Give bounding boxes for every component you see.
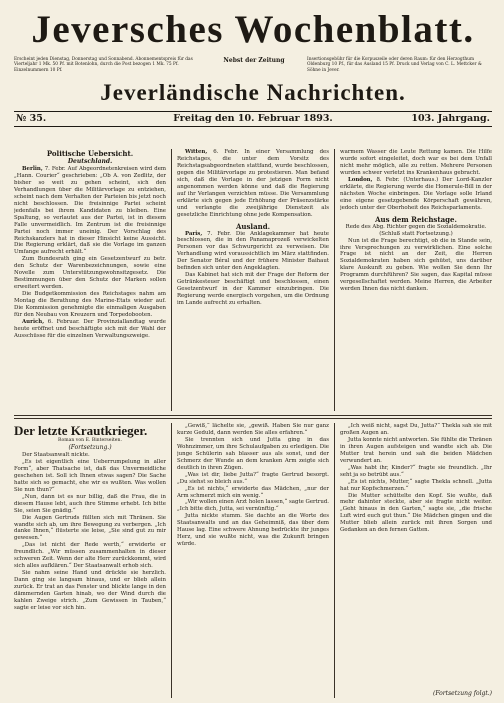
article-paragraph: Zum Bundesrath ging ein Gesetzentwurf zu betr. den Schutz der Warenbezeichnungen, sowie eine Novelle zum Unterstützungswohnsitzgesetz. Die Bestimmungen über den Schutz der Marken sollen erweitert werden. bbox=[14, 256, 166, 291]
section-heading: Aus dem Reichstage. bbox=[375, 214, 457, 224]
story-column-2 bbox=[177, 423, 329, 698]
section-heading: Politische Uebersicht. bbox=[46, 149, 134, 158]
news-columns bbox=[14, 149, 492, 411]
column-rule bbox=[334, 423, 335, 698]
subtitle: Jeverländische Nachrichten. bbox=[100, 80, 406, 105]
feuilleton-section bbox=[14, 423, 492, 698]
story-paragraph: „Gewiß,“ lächelte sie, „gewiß. Haben Sie nur ganz kurze Geduld, dann werden Sie alles erfahren.“ bbox=[177, 423, 329, 436]
issue-date: Freitag den 10. Februar 1893. bbox=[173, 113, 333, 124]
story-title: Der letzte Krautkrieger. bbox=[14, 423, 148, 438]
article-paragraph: Paris, 7. Febr. Die Anklagekammer hat heute beschlossen, die in den Panamaprozeß verwickelten Personen vor das Schwurgericht zu verweisen. Die Verhandlung wird voraussichtlich im März stattfinden. Der Senator Béral und der frühere Minister Baihaut befinden sich unter den Angeklagten. bbox=[177, 230, 329, 272]
article-paragraph: Die Budgetkommission des Reichstages nahm am Montag die Berathung des Marine-Etats wieder auf. Die Kommission genehmigte die einmaligen Ausgaben für den Neubau von Kreuzern und Torpedobooten. bbox=[14, 291, 166, 319]
story-paragraph: Jutta konnte nicht antworten. Sie fühlte die Thränen in ihren Augen aufsteigen und wandte sich ab. Die Mutter trat herein und sah die beiden Mädchen verwundert an. bbox=[340, 436, 492, 464]
column-reichstag bbox=[340, 149, 492, 411]
story-paragraph: Die Augen Gertruds füllten sich mit Thränen. Sie wandte sich ab, um ihre Bewegung zu verbergen. „Ich danke Ihnen,“ flüsterte sie leise, „Sie sind gut zu mir gewesen.“ bbox=[14, 514, 166, 542]
story-paragraph: „Wir wollen einen Arzt holen lassen,“ sagte Gertrud. „Ich bitte dich, Jutta, sei vernünftig.“ bbox=[177, 499, 329, 513]
subscription-info: Erscheint jeden Dienstag, Donnerstag und Sonnabend. Abonnementspreis für das Vierteljahr 1 Mk. 50 Pf. mit Botenlohn, durch die Post bezogen 1 Mk. 75 Pf. Einzelnummern 10 Pf. bbox=[14, 57, 193, 73]
column-rule bbox=[171, 149, 172, 411]
header-info-row bbox=[14, 57, 492, 79]
story-continued: (Fortsetzung.) bbox=[68, 444, 112, 451]
story-paragraph: „Das ist nicht der Rede werth,“ erwiderte er freundlich. „Wir müssen zusammenhalten in dieser schweren Zeit. Wenn der alte Herr zurückkommt, wird sich alles aufklären.“ Der Staatsanwalt erhob sich. bbox=[14, 542, 166, 570]
issue-number: № 35. bbox=[16, 113, 47, 124]
masthead-title: Jeversches Wochenblatt. bbox=[31, 8, 475, 51]
story-column-1 bbox=[14, 423, 166, 698]
article-paragraph: Nun ist die Frage berechtigt, ob die in Stande sein, ihre Versprechungen zu verwirklichen. Eine solche Frage ist nicht an der Zeit, die Herren Sozialdemokraten haben sich gehütet, uns darüber klare Auskunft zu geben. Wie wollen Sie denn Ihr Programm durchführen? Sie sagen, das Kapital müsse vergesellschaftet werden. Meine Herren, die Arbeiter werden Ihnen das nicht danken. bbox=[340, 237, 492, 293]
article-paragraph: London, 8. Febr. (Unterhaus.) Der Lord-Kanzler erklärte, die Regierung werde die Homerule-Bill in der nächsten Woche einbringen. Die Vorlage solle Irland eine eigene gesetzgebende Körperschaft gewähren, jedoch unter der Oberhoheit des Reichsparlaments. bbox=[340, 176, 492, 211]
article-paragraph: Witten, 6. Febr. In einer Versammlung des Reichstages, die unter dem Vorsitz des Reichstagsabgeordneten stattfand, wurde beschlossen, gegen die Militärvorlage zu protestieren. Man befand sich, daß die Vorlage in der jetzigen Form nicht angenommen werden könne und daß die Regierung auf ihr Verlangen verzichten müsse. Die Versammlung erklärte sich gegen jede Erhöhung der Präsenzstärke und verlangte die zweijährige Dienstzeit als gesetzliche Einrichtung ohne jede Kompensation. bbox=[177, 149, 329, 218]
story-paragraph: „Nun, dann ist es nur billig, daß die Frau, die in diesem Hause lebt, auch ihre Stimme erhebt. Ich bitte Sie, seien Sie gnädig.“ bbox=[14, 493, 166, 514]
story-byline: Roman von E. Binterseiten. bbox=[58, 438, 122, 443]
section-subheading: Deutschland. bbox=[67, 158, 113, 165]
column-news bbox=[177, 149, 329, 411]
story-paragraph: Die Mutter schüttelte den Kopf. Sie wußte, daß mehr dahinter steckte, aber sie fragte nicht weiter. „Geht hinaus in den Garten,“ sagte sie, „die frische Luft wird euch gut thun.“ Die Mädchen gingen und die Mutter blieb allein zurück mit ihren Sorgen und Gedanken an den fernen Gatten. bbox=[340, 492, 492, 534]
article-paragraph: Berlin, 7. Febr. Auf Abgeordnetenkreisen wird dem „Hann. Courier“ geschrieben: „Ob A. von Zedlitz, der bisher so weit zu gehen scheint, sich den Verhandlungen über die Militärvorlage zu entziehen, scheint nach dem Verhalten der Parteien bis jetzt noch nicht beschlossen. Die freisinnige Partei scheint jedenfalls bei ihrem Kandidaten zu bleiben. Eine Spaltung, so verlautet aus der Partei, ist in diesem Falle unvermeidlich. Im Zentrum ist die freisinnige Partei noch immer uneinig. Der Vorschlag des Reichskanzlers hat in dieser Hinsicht keine Aussicht. Die Regierung erklärt, daß sie die Vorlage im ganzen Umfange aufrecht erhält.“ bbox=[14, 166, 166, 256]
section-note: (Schluß statt Fortsetzung.) bbox=[379, 230, 453, 237]
story-paragraph: Sie nahm seine Hand und drückte sie herzlich. Dann ging sie langsam hinaus, und er blieb allein zurück. Er trat an das Fenster und blickte lange in den dämmernden Garten hinab, wo der Wind durch die kahlen Zweige strich. „Zum Gewissen in Tauben,“ sagte er leise vor sich hin. bbox=[14, 570, 166, 611]
newspaper-page bbox=[14, 6, 492, 698]
story-paragraph: „Es ist nichts,“ erwiderte das Mädchen, „nur der Arm schmerzt mich ein wenig.“ bbox=[177, 485, 329, 499]
section-subheading: Rede des Abg. Richter gegen die Sozialdemokratie. bbox=[345, 223, 487, 230]
supplement-note: Nebst der Zeitung bbox=[223, 57, 285, 64]
story-paragraph: „Es ist eigentlich eine Ueberrumpelung in aller Form“, aber Thatsache ist, daß das Unvermeidliche geschehen ist. Soll ich Ihnen etwas sagen? Die Sache hatte sich so gemacht, ehe wir es wußten. Was wollen Sie nun thun?“ bbox=[14, 458, 166, 493]
article-paragraph: warmem Wasser die Leute Rettung kamen. Die Hilfe wurde sofort eingeleitet, doch war es bei dem Unfall nicht mehr möglich, alle zu retten. Mehrere Personen wurden schwer verletzt ins Krankenhaus gebracht. bbox=[340, 149, 492, 176]
section-heading: Ausland. bbox=[235, 221, 271, 231]
story-paragraph: „Was ist dir, liebe Jutta?“ fragte Gertrud besorgt. „Du siehst so bleich aus.“ bbox=[177, 471, 329, 485]
feuilleton-divider bbox=[14, 415, 492, 416]
advertising-info: Insertionsgebühr für die Korpuszeile oder deren Raum: für den Herzogthum Oldenburg 10 Pf., für das Ausland 15 Pf. Druck und Verlag von C. L. Mettcker & Söhne in Jever. bbox=[307, 57, 482, 73]
issue-bar bbox=[14, 111, 492, 127]
story-column-3 bbox=[340, 423, 492, 698]
article-paragraph: Aurich, 6. Februar. Der Provinziallandtag wurde heute eröffnet und beschäftigte sich mit der Wahl der Ausschüsse für die einzelnen Verwaltungszweige. bbox=[14, 318, 166, 339]
article-paragraph: Das Kabinet hat sich mit der Frage der Reform der Getränkesteuer beschäftigt und beschlossen, einen Gesetzentwurf in der Kammer einzubringen. Die Regierung werde energisch vorgehen, um die Ordnung im Lande aufrecht zu erhalten. bbox=[177, 272, 329, 307]
feuilleton-divider-thin bbox=[14, 418, 492, 419]
story-paragraph: Sie trennten sich und Jutta ging in das Wohnzimmer, um ihre Schulaufgaben zu erledigen. Die junge Schülerin sah blasser aus als sonst, und der Schmerz der Wunde an dem kranken Arm zeigte sich deutlich in ihren Zügen. bbox=[177, 436, 329, 471]
column-rule bbox=[171, 423, 172, 698]
issue-year: 103. Jahrgang. bbox=[411, 113, 490, 124]
story-paragraph: Der Staatsanwalt nickte. bbox=[22, 452, 90, 458]
column-rule bbox=[334, 149, 335, 411]
story-to-be-continued: (Fortsetzung folgt.) bbox=[433, 690, 492, 697]
story-paragraph: Jutta nickte stumm. Sie dachte an die Worte des Staatsanwalts und an das Geheimniß, das über dem Hause lag. Eine schwere Ahnung bedrückte ihr junges Herz, und sie wußte nicht, was die Zukunft bringen würde. bbox=[177, 513, 329, 548]
story-paragraph: „Ich weiß nicht, sagst Du, Jutta?“ Thekla sah sie mit großen Augen an. bbox=[340, 423, 492, 436]
column-politics bbox=[14, 149, 166, 411]
story-paragraph: „Was habt ihr, Kinder?“ fragte sie freundlich. „Ihr seht ja so betrübt aus.“ bbox=[340, 464, 492, 478]
story-paragraph: „Es ist nichts, Mutter,“ sagte Thekla schnell. „Jutta hat nur Kopfschmerzen.“ bbox=[340, 478, 492, 492]
